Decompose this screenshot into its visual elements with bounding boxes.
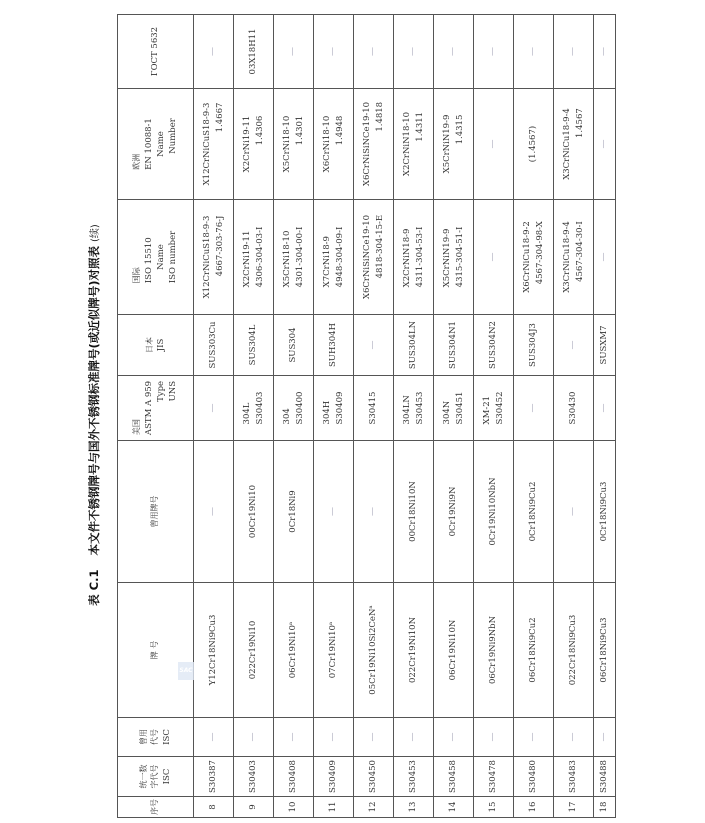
header-iso: 国际 ISO 15510 Name ISO number [118,200,194,315]
cell-isc-old [434,718,474,757]
cell-usa [434,376,474,441]
cell-text: 304N [442,400,453,425]
cell-seq [514,797,554,818]
table-number: 表 C.1 [87,569,101,606]
cell-text: S30451 [454,391,465,425]
cell-text: — [207,507,218,516]
cell-isc-old [394,718,434,757]
cell-text: 304L [242,402,253,425]
cell-text: 1.4667 [214,102,225,133]
cell-old-grade [194,441,234,583]
cell-text: 06Cr19Ni9NbN [488,615,499,685]
cell-text: — [487,252,498,262]
cell-iso [394,200,434,315]
cell-jis [394,315,434,376]
cell-text: 304LN [402,395,413,425]
cell-usa [594,376,616,441]
cell-text: 0Cr19Ni10NbN [488,477,499,546]
cell-text: — [487,732,498,742]
cell-text: 03X18H11 [248,28,259,75]
cell-gost [434,15,474,89]
cell-jis [194,315,234,376]
cell-text: 4567-304-98-X [534,221,545,285]
cell-usa [474,376,514,441]
cell-text: 022Cr19Ni10N [408,616,419,684]
table-row [554,15,594,818]
cell-gost [394,15,434,89]
cell-text: 16 [528,801,539,813]
cell-isc-old [514,718,554,757]
cell-text: 4306-304-03-I [254,226,265,288]
cell-text: 0Cr19Ni9N [448,486,459,537]
table-row [394,15,434,818]
cell-isc-old [194,718,234,757]
cell-gost [514,15,554,89]
cell-text: X5CrNi18-10 [282,115,293,173]
cell-text: — [287,47,298,56]
cell-text: — [407,47,418,56]
cell-text: — [527,403,538,413]
cell-text: S30458 [448,760,459,793]
cell-en [314,89,354,200]
cell-text: X5CrNi18-10 [282,230,293,288]
cell-text: X5CrNiN19-9 [442,114,453,174]
cell-text: X2CrNiN18-9 [402,228,413,288]
cell-gost [474,15,514,89]
table-row [514,15,554,818]
cell-text: 0Cr18Ni9Cu3 [599,481,610,542]
cell-text: — [367,507,378,516]
cell-text: 14 [448,801,459,813]
cell-gost [194,15,234,89]
cell-grade [394,583,434,718]
cell-isc-new [314,757,354,797]
cell-gost [234,15,274,89]
cell-iso [234,200,274,315]
cell-text: Y12Cr18Ni9Cu3 [208,614,219,686]
cell-text: — [207,403,218,413]
cell-iso [474,200,514,315]
cell-seq [474,797,514,818]
cell-isc-new [474,757,514,797]
cell-text: 4818-304-15-E [374,214,385,279]
cell-en [514,89,554,200]
cell-text: — [527,732,538,742]
cell-en [434,89,474,200]
cell-jis [274,315,314,376]
cell-isc-new [394,757,434,797]
cell-iso [514,200,554,315]
cell-text: X12CrNiCuS18-9-3 [202,215,213,299]
cell-gost [274,15,314,89]
cell-isc-old [234,718,274,757]
cell-usa [514,376,554,441]
cell-usa [354,376,394,441]
cell-text: — [567,507,578,516]
cell-iso [434,200,474,315]
cell-en [194,89,234,200]
cell-usa [274,376,314,441]
table-row [434,15,474,818]
header-europe: 欧洲 EN 10088-1 Name Number [118,89,194,200]
cell-grade [434,583,474,718]
cell-text: — [567,340,578,350]
cell-text: S30483 [568,760,579,793]
cell-en [354,89,394,200]
cell-text: — [327,507,338,516]
cell-text: 1.4948 [334,115,345,146]
cell-text: — [487,47,498,56]
cell-old-grade [514,441,554,583]
cell-gost [314,15,354,89]
cell-iso [554,200,594,315]
cell-text: 13 [408,801,419,813]
cell-text: — [207,732,218,742]
cell-text: SUS304 [288,327,299,363]
cell-text: S30450 [368,760,379,793]
cell-text: 11 [328,801,339,813]
cell-isc-old [594,718,616,757]
cell-text: SUH304H [328,322,339,368]
cell-text: — [598,47,609,56]
cell-text: S30488 [599,760,610,793]
cell-text: X6CrNiSiNCe19-10 [362,101,373,187]
cell-old-grade [234,441,274,583]
cell-text: — [447,732,458,742]
cell-text: — [567,47,578,56]
cell-text: SUS303Cu [208,321,219,369]
cell-isc-old [314,718,354,757]
header-grade: 牌 号 [118,583,194,718]
cell-text: — [567,732,578,742]
cell-text: X6CrNi18-10 [322,115,333,173]
cell-text: 4667-303-76-J [214,215,225,277]
cell-grade [354,583,394,718]
cell-en [594,89,616,200]
cell-text: X5CrNiN19-9 [442,228,453,288]
cell-iso [314,200,354,315]
cell-text: — [367,340,378,350]
cell-seq [314,797,354,818]
cell-grade [234,583,274,718]
cell-grade [314,583,354,718]
cell-isc-old [474,718,514,757]
cell-seq [234,797,274,818]
cell-text: 17 [568,801,579,813]
cell-grade [514,583,554,718]
cell-text: 10 [288,801,299,813]
cell-usa [394,376,434,441]
cell-text: — [327,732,338,742]
cell-text: XM-21 [482,395,493,425]
cell-text: 00Cr18Ni10N [408,481,419,542]
cell-jis [314,315,354,376]
cell-text: X2CrNiN18-10 [402,111,413,177]
cell-iso [274,200,314,315]
cell-seq [274,797,314,818]
cell-grade [594,583,616,718]
cell-isc-new [354,757,394,797]
cell-jis [514,315,554,376]
cell-old-grade [314,441,354,583]
cell-text: SUS304J3 [528,323,539,367]
cell-text: 18 [599,801,610,813]
cell-text: SUS304LN [408,320,419,370]
cell-text: X3CrNiCu18-9-4 [562,221,573,293]
cell-text: — [447,47,458,56]
cell-text: — [247,732,258,742]
cell-text: S30387 [208,760,219,793]
sac-watermark-logo: SAC [178,662,194,680]
table-continued-label: (续) [90,224,101,242]
cell-text: — [487,139,498,149]
cell-seq [554,797,594,818]
cell-text: 4301-304-00-I [294,226,305,288]
table-row [354,15,394,818]
table-row [274,15,314,818]
header-isc-old: 曾用 代号 ISC [118,718,194,757]
cell-text: 1.4306 [254,115,265,146]
cell-text: S30409 [328,760,339,793]
cell-isc-old [354,718,394,757]
cell-text: X2CrNi19-11 [242,115,253,173]
header-isc-new: 统一数 字代号 ISC [118,757,194,797]
cell-text: 4311-304-53-I [414,226,425,288]
cell-text: 1.4818 [374,101,385,132]
cell-text: S30478 [488,760,499,793]
cell-gost [554,15,594,89]
cell-jis [594,315,616,376]
cell-text: — [367,47,378,56]
cell-old-grade [554,441,594,583]
cell-text: 12 [368,801,379,813]
cell-text: SUS304N2 [488,321,499,369]
cell-text: 4948-304-09-I [334,226,345,288]
cell-usa [554,376,594,441]
cell-text: 022Cr19Ni10 [248,620,259,680]
cell-seq [594,797,616,818]
cell-isc-new [234,757,274,797]
cell-iso [194,200,234,315]
cell-old-grade [434,441,474,583]
cell-jis [474,315,514,376]
cell-isc-new [594,757,616,797]
cell-text: 00Cr19Ni10 [248,484,259,539]
cell-text: — [598,252,609,262]
cell-text: 4315-304-51-I [454,226,465,288]
header-seq: 序号 [118,797,194,818]
table-row [234,15,274,818]
cell-text: 1.4301 [294,115,305,146]
cell-text: — [367,732,378,742]
cell-text: 0Cr18Ni9 [288,490,299,533]
cell-text: S30415 [368,391,379,425]
cell-isc-old [554,718,594,757]
cell-en [554,89,594,200]
cell-jis [434,315,474,376]
table-row [194,15,234,818]
cell-isc-new [274,757,314,797]
cell-text: 1.4311 [414,111,425,142]
cell-text: S30453 [408,760,419,793]
cell-old-grade [274,441,314,583]
table-row [594,15,616,818]
cell-text: S30452 [494,391,505,425]
cell-text: S30400 [294,391,305,425]
cell-jis [234,315,274,376]
cell-grade [474,583,514,718]
cell-seq [434,797,474,818]
cell-jis [354,315,394,376]
cell-text: 304 [282,408,293,425]
cell-gost [594,15,616,89]
cell-text: 8 [208,804,219,810]
table-title-text: 本文件不锈钢牌号与国外不锈钢标准牌号(或近似牌号)对照表 [87,245,101,556]
cell-isc-old [274,718,314,757]
table-title [86,224,102,606]
cell-usa [234,376,274,441]
cell-text: — [598,403,609,413]
cell-jis [554,315,594,376]
cell-text: 0Cr18Ni9Cu2 [528,481,539,542]
cell-text: 06Cr18Ni9Cu3 [599,617,610,683]
cell-text: 15 [488,801,499,813]
cell-text: S30409 [334,391,345,425]
grade-comparison-table [117,14,616,818]
cell-isc-new [194,757,234,797]
cell-en [234,89,274,200]
header-usa: 美国 ASTM A 959 Type UNS [118,376,194,441]
cell-text: X7CrNi18-9 [322,236,333,288]
cell-text: — [527,47,538,56]
cell-text: X2CrNi19-11 [242,230,253,288]
cell-text: — [598,139,609,149]
cell-en [274,89,314,200]
cell-text: SUS304N1 [448,321,459,369]
cell-text: S30430 [568,391,579,425]
header-old-grade: 曾用牌号 [118,441,194,583]
cell-old-grade [594,441,616,583]
cell-text: 1.4567 [574,108,585,138]
cell-text: (1.4567) [528,125,539,163]
cell-usa [314,376,354,441]
cell-isc-new [434,757,474,797]
cell-text: — [207,47,218,56]
cell-text: S30453 [414,391,425,425]
cell-text: 4567-304-30-I [574,221,585,282]
cell-en [474,89,514,200]
cell-text: 06Cr19Ni10N [448,619,459,681]
cell-text: X6CrNiSiNCe19-10 [362,214,373,300]
table-body [194,15,616,818]
header-russia: ГОСТ 5632 [118,15,194,89]
cell-text: X6CrNiCu18-9-2 [522,221,533,293]
cell-text: 304H [322,400,333,425]
table-header-row [118,15,194,818]
cell-grade [194,583,234,718]
cell-grade [554,583,594,718]
cell-text: 05Cr19Ni10Si2CeNᵃ [368,605,379,695]
cell-text: 06Cr18Ni9Cu2 [528,617,539,683]
grade-comparison-table-container [117,15,613,818]
cell-iso [354,200,394,315]
cell-old-grade [474,441,514,583]
cell-text: 9 [248,804,259,810]
cell-text: — [327,47,338,56]
cell-text: — [287,732,298,742]
cell-usa [194,376,234,441]
cell-old-grade [354,441,394,583]
cell-text: 07Cr19Ni10ᵃ [328,621,339,679]
cell-old-grade [394,441,434,583]
cell-text: SUSXM7 [599,325,610,365]
cell-text: 1.4315 [454,114,465,145]
cell-text: S30408 [288,760,299,793]
cell-isc-new [514,757,554,797]
cell-text: X12CrNiCuS18-9-3 [202,102,213,186]
table-row [314,15,354,818]
cell-text: 022Cr18Ni9Cu3 [568,614,579,686]
header-japan: 日本 JIS [118,315,194,376]
cell-gost [354,15,394,89]
cell-text: — [598,732,609,742]
cell-text: S30480 [528,760,539,793]
cell-text: 06Cr19Ni10ᵃ [288,621,299,679]
cell-grade [274,583,314,718]
cell-text: X3CrNiCu18-9-4 [562,108,573,180]
cell-iso [594,200,616,315]
cell-en [394,89,434,200]
table-row [474,15,514,818]
cell-text: — [407,732,418,742]
cell-seq [394,797,434,818]
cell-text: S30403 [248,760,259,793]
cell-text: S30403 [254,391,265,425]
cell-seq [354,797,394,818]
cell-text: SUS304L [248,324,259,366]
cell-seq [194,797,234,818]
cell-isc-new [554,757,594,797]
